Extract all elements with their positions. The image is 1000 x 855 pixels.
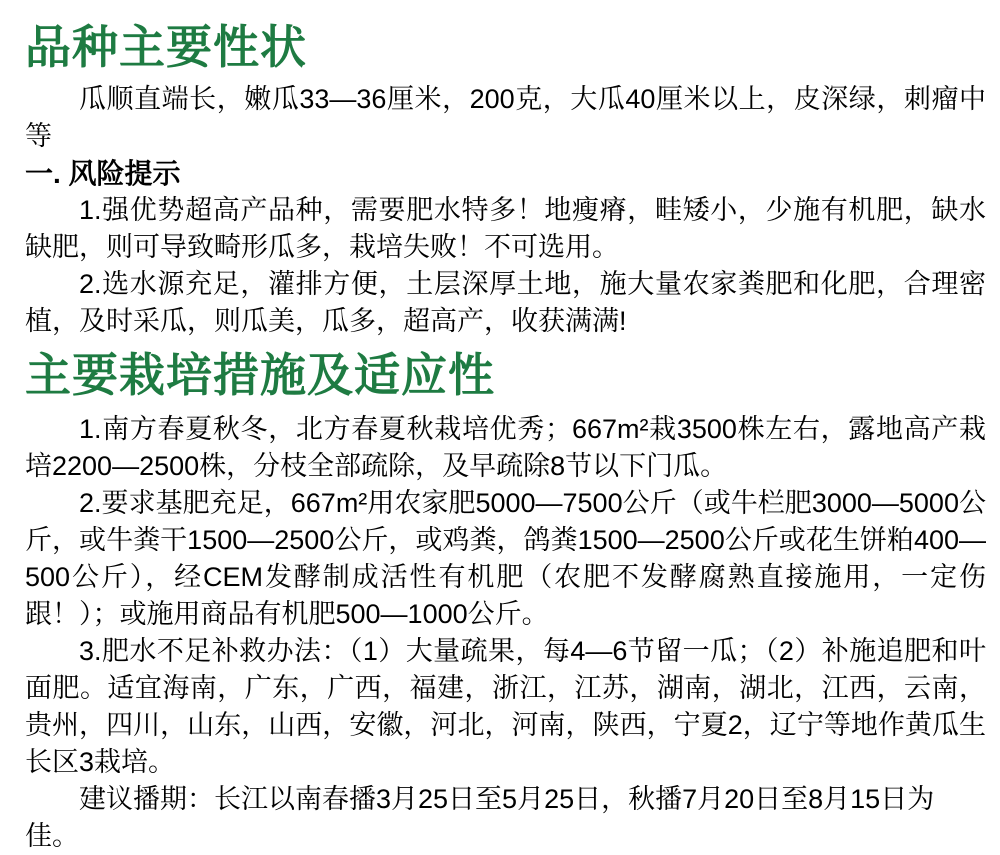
- risk-item-1: 1.强优势超高产品种，需要肥水特多！地瘦瘠，畦矮小，少施有机肥，缺水缺肥，则可导致畸形瓜多，栽培失败！不可选用。: [25, 195, 986, 263]
- section-heading-variety-traits: 品种主要性状: [25, 22, 307, 73]
- cultivation-item-1: 1.南方春夏秋冬，北方春夏秋栽培优秀；667m²栽3500株左右，露地高产栽培2200—2500株，分枝全部疏除，及早疏除8节以下门瓜。: [25, 414, 986, 482]
- cultivation-item-3: 3.肥水不足补救办法：（1）大量疏果，每4—6节留一瓜；（2）补施追肥和叶面肥。适宜海南，广东，广西，福建，浙江，江苏，湖南，湖北，江西，云南，贵州，四川，山东，山西，安徽，河北，河南，陕西，宁夏2，辽宁等地作黄瓜生长区3栽培。: [25, 636, 986, 778]
- risk-item-2: 2.选水源充足，灌排方便，土层深厚土地，施大量农家粪肥和化肥，合理密植，及时采瓜，则瓜美，瓜多，超高产，收获满满!: [25, 269, 986, 337]
- cultivation-item-2: 2.要求基肥充足，667m²用农家肥5000—7500公斤（或牛栏肥3000—5000公斤，或牛粪干1500—2500公斤，或鸡粪，鸽粪1500—2500公斤或花生饼粕400—500公斤），经CEM发酵制成活性有机肥（农肥不发酵腐熟直接施用，一定伤跟！）；或施用商品有机肥500—1000公斤。: [25, 488, 986, 630]
- variety-traits-summary: 瓜顺直端长，嫩瓜33—36厘米，200克，大瓜40厘米以上，皮深绿，刺瘤中等: [25, 84, 986, 152]
- sowing-period-advice: 建议播期：长江以南春播3月25日至5月25日，秋播7月20日至8月15日为佳。: [25, 784, 935, 852]
- section-heading-cultivation-measures: 主要栽培措施及适应性: [25, 350, 495, 402]
- risk-warning-heading: 一. 风险提示: [25, 158, 181, 190]
